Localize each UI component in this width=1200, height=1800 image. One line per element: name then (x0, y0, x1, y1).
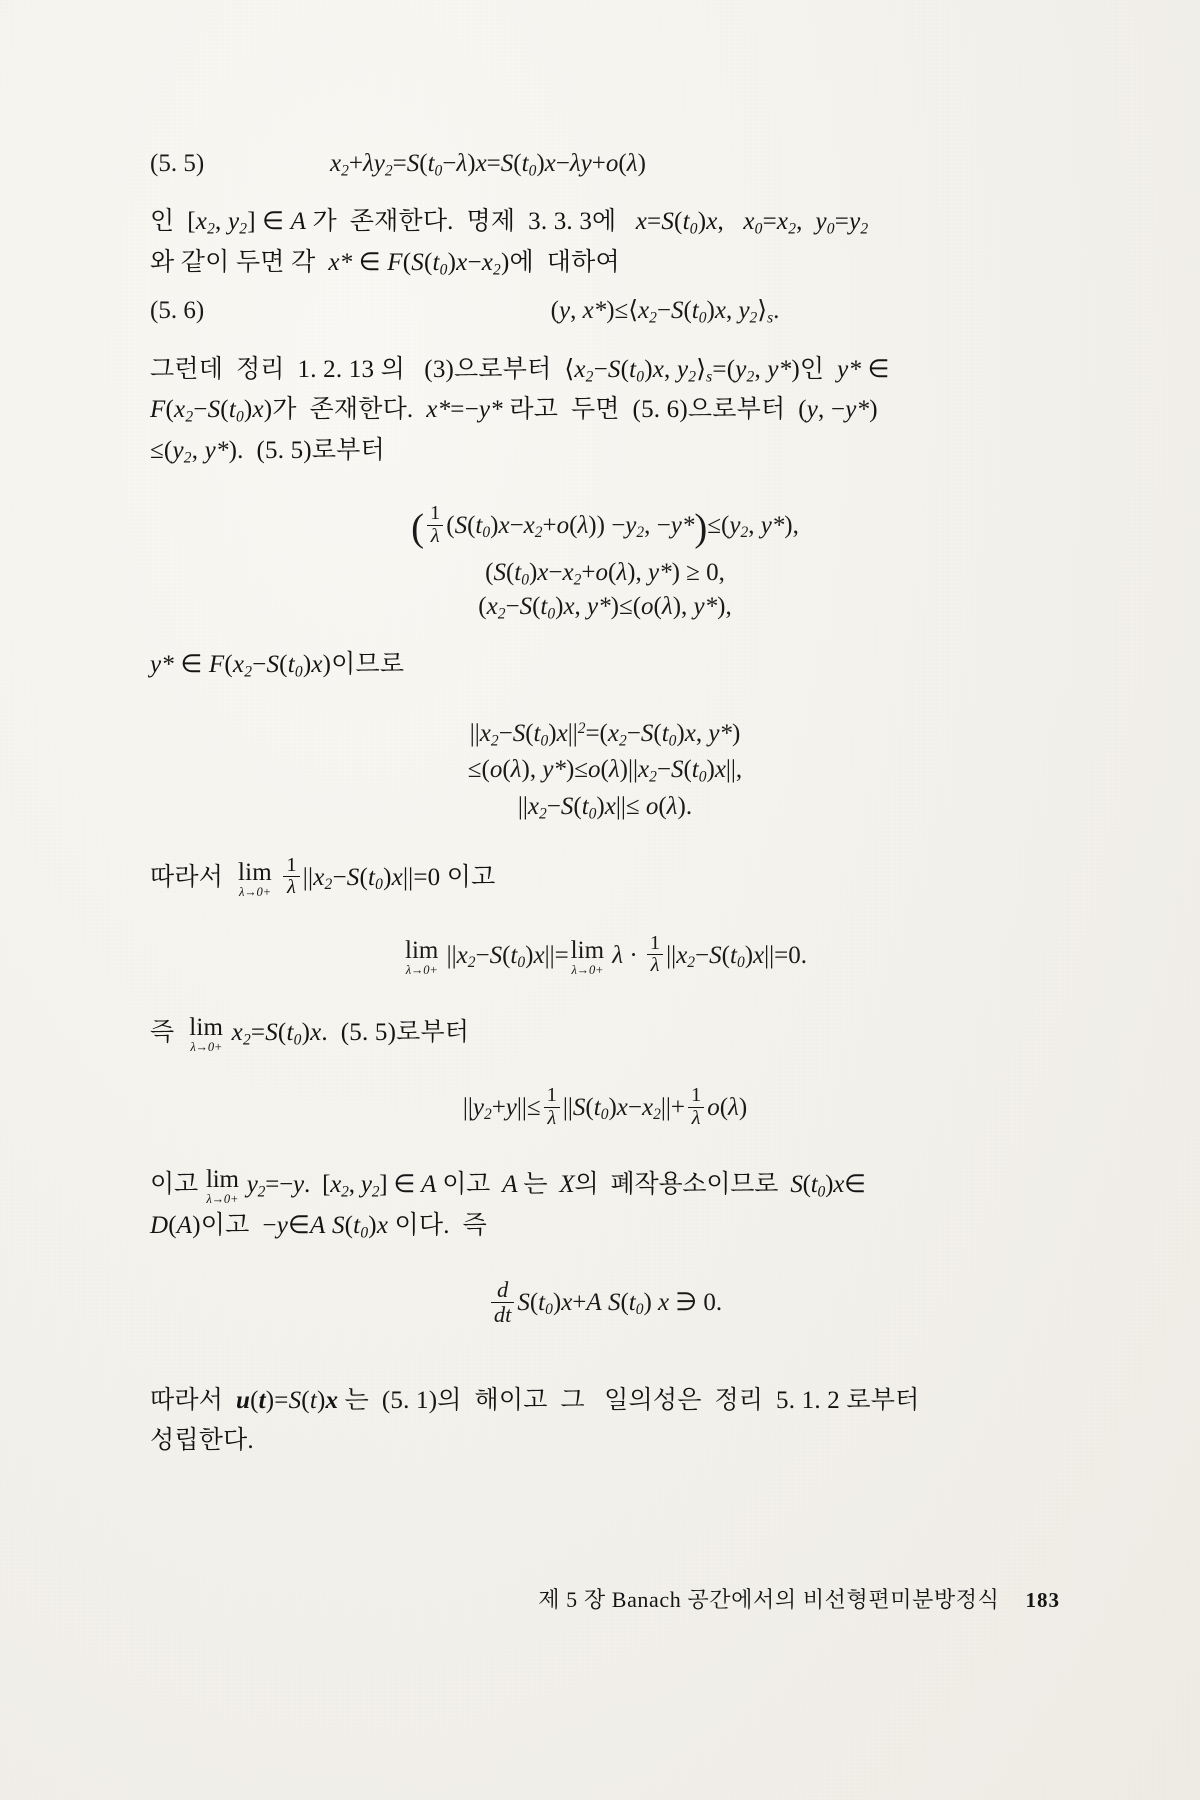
display-equation-2-line-3: $||x_2-S(t_0)x||\le o(\lambda)$. (517, 792, 693, 822)
page-footer (150, 1583, 1060, 1614)
footer-page-number: 183 (1025, 1588, 1060, 1612)
display-equation-1-line-3: ($x_2-S(t_0)x$, y*)≤(o(λ), y*), (478, 592, 732, 623)
page-content (150, 150, 1060, 1462)
display-equation-5: $\frac{d}{dt}$ $S(t_0)x+A$ $S(t_0)$ x ∋ 0. (150, 1280, 1060, 1328)
display-equation-3: lim λ→0+ $||x_2-S(t_0)x||=\lim$ λ→0+ λ · $\frac{1}{\lambda}$ $||x_2-S(t_0)x||=0$. (405, 931, 807, 977)
paragraph-6-line-1: 이고 lim λ→0+ $y_2=-y$. [$x_2$, $y_2$] ∈ A 이고 A 는 X의 폐작용소이므로 $S(t_0)x\in$ (150, 1166, 866, 1207)
display-equation-2-line-1: $||x_2-S(t_0)x||^2=(x_2-S(t_0)x$, y*) (469, 719, 741, 750)
paragraph-1-line-1: 인 [$x_2$, $y_2$] ∈ A 가 존재한다. 명제 3. 3. 3에 $x=S(t_0)x$, $x_0=x_2$, $y_0=y_2$ (150, 208, 869, 238)
equation-5-5-number: (5. 5) (150, 150, 205, 177)
display-equation-1 (150, 502, 1060, 623)
paragraph-3: y* ∈ $F(x_2-S(t_0)x)$이므로 (150, 651, 405, 681)
paragraph-6 (150, 1165, 1060, 1246)
paragraph-7-line-1: 따라서 u(t)=S(t)x 는 (5. 1)의 해이고 그 일의성은 정리 5. 1. 2 로부터 (150, 1386, 920, 1414)
paragraph-7-line-2: 성립한다. (150, 1427, 254, 1455)
display-equation-4: $||y_2+y||\le$ $\frac{1}{\lambda}$ $||S(t_0)x-x_2||+$ $\frac{1}{\lambda}$ o(λ) (462, 1084, 748, 1129)
display-equation-1-line-1: ( $\frac{1}{\lambda}$ $(S(t_0)x-x_2+o(\lambda)) -y_2$, $-y*)\le(y_2$, y*), (411, 502, 799, 550)
paragraph-7 (150, 1381, 1060, 1462)
equation-5-5-body: $x_2+\lambda y_2=S(t_0-\lambda)x=S(t_0)x-\lambda y+o(\lambda)$ (330, 150, 646, 180)
paragraph-2-line-3: $\le(y_2$, y*). (5. 5)로부터 (150, 436, 385, 466)
display-equation-2 (150, 720, 1060, 823)
equation-5-6-number: (5. 6) (150, 297, 205, 325)
paragraph-2-line-2: $F(x_2-S(t_0)x)$가 존재한다. x*=−y* 라고 두면 (5. 6)으로부터 (y, −y*) (150, 396, 878, 426)
footer-chapter-text: 제 5 장 Banach 공간에서의 비선형편미분방정식 (538, 1587, 1000, 1612)
equation-5-6-body: (y, $x*)\le⟨x_2-S(t_0)x$, $y_2⟩_s$. (550, 297, 780, 327)
paragraph-2-line-1: 그런데 정리 1. 2. 13 의 (3)으로부터 $⟨x_2-S(t_0)x$, $y_2⟩_s=(y_2$, y*)인 y* ∈ (150, 355, 890, 385)
equation-5-6 (150, 295, 1060, 327)
paragraph-6-line-2: D(A)이고 −y∈A $S(t_0)x$ 이다. 즉 (150, 1211, 487, 1242)
paragraph-4: 따라서 lim λ→0+ $\frac{1}{\lambda}$ $||x_2-S(t_0)x||=0$ 이고 (150, 853, 496, 899)
paragraph-5: 즉 lim λ→0+ $x_2=S(t_0)x$. (5. 5)로부터 (150, 1013, 470, 1054)
display-equation-1-line-2: ($S(t_0)x-x_2+o(\lambda)$, y*) ≥ 0, (485, 558, 725, 588)
paragraph-1-line-2: 와 같이 두면 각 x* ∈ $F(S(t_0)x-x_2)$에 대하여 (150, 248, 620, 279)
display-equation-2-line-2: ≤(o(λ), $y*)\le o(\lambda)||x_2-S(t_0)x||$, (467, 756, 743, 786)
equation-5-5 (150, 150, 1060, 180)
